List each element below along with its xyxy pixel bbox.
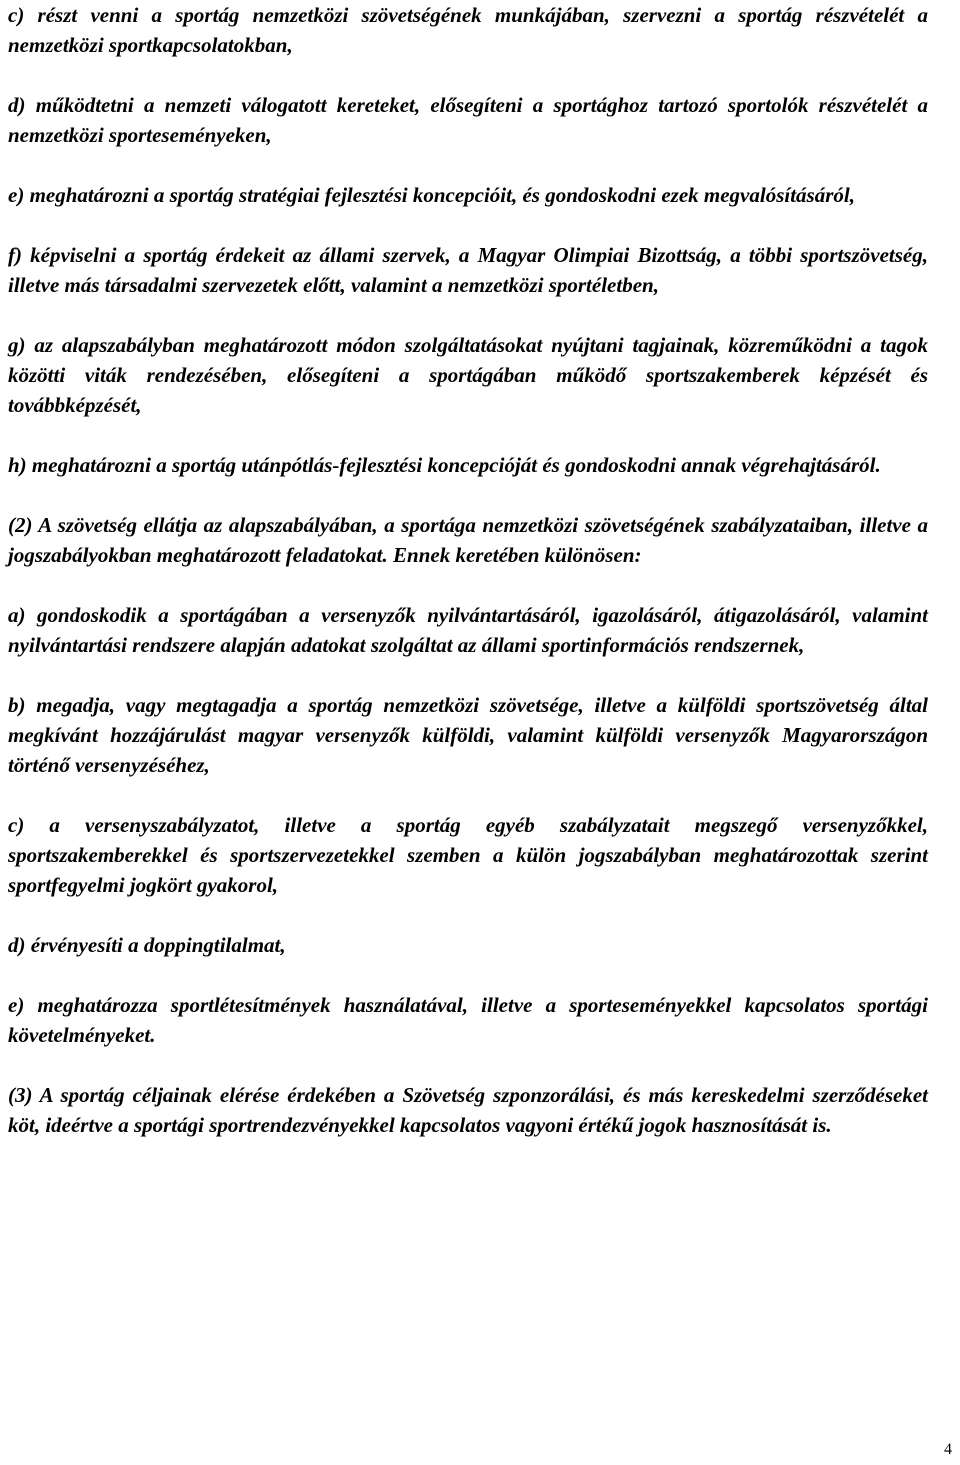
section-2-intro: (2) A szövetség ellátja az alapszabályában, a sportága nemzetközi szövetségének szabályzataiban, illetve a jogszabályokban meghatározott feladatokat. Ennek keretében különösen: bbox=[8, 513, 928, 567]
list-item-g-services: g) az alapszabályban meghatározott módon szolgáltatásokat nyújtani tagjainak, közreműködni a tagok közötti viták rendezésében, elősegíteni a sportágában működő sportszakemberek képzését és továbbképzését, bbox=[8, 333, 928, 417]
list-item-h-youth-development: h) meghatározni a sportág utánpótlás-fejlesztési koncepcióját és gondoskodni annak végrehajtásáról. bbox=[8, 453, 881, 477]
list-item-c-discipline: c) a versenyszabályzatot, illetve a sportág egyéb szabályzatait megszegő versenyzőkkel, sportszakemberekkel és sportszervezetekkel szemben a külön jogszabályban meghatározottak szerint sportfegyelmi jogkört gyakorol, bbox=[8, 813, 928, 897]
page-number: 4 bbox=[944, 1441, 952, 1458]
document-body bbox=[8, 0, 928, 1140]
list-item-c-participate-international: c) részt venni a sportág nemzetközi szövetségének munkájában, szervezni a sportág részvételét a nemzetközi sportkapcsolatokban, bbox=[8, 3, 928, 57]
list-item-b-consent: b) megadja, vagy megtagadja a sportág nemzetközi szövetsége, illetve a külföldi sportszövetség által megkívánt hozzájárulást magyar versenyzők külföldi, valamint külföldi versenyzők Magyarországon történő versenyzéséhez, bbox=[8, 693, 928, 777]
list-item-f-representation: f) képviselni a sportág érdekeit az állami szervek, a Magyar Olimpiai Bizottság, a többi sportszövetség, illetve más társadalmi szervezetek előtt, valamint a nemzetközi sportéletben, bbox=[8, 243, 928, 297]
list-item-d-doping: d) érvényesíti a doppingtilalmat, bbox=[8, 933, 286, 957]
list-item-a-registration: a) gondoskodik a sportágában a versenyzők nyilvántartásáról, igazolásáról, átigazolásáról, valamint nyilvántartási rendszere alapján adatokat szolgáltat az állami sportinformációs rendszernek, bbox=[8, 603, 928, 657]
list-item-e-strategy: e) meghatározni a sportág stratégiai fejlesztési koncepcióit, és gondoskodni ezek megvalósításáról, bbox=[8, 183, 855, 207]
list-item-d-national-teams: d) működtetni a nemzeti válogatott kereteket, elősegíteni a sportághoz tartozó sportolók részvételét a nemzetközi sporteseményeken, bbox=[8, 93, 928, 147]
list-item-e-facilities: e) meghatározza sportlétesítmények használatával, illetve a sporteseményekkel kapcsolatos sportági követelményeket. bbox=[8, 993, 928, 1047]
section-3-text: (3) A sportág céljainak elérése érdekében a Szövetség szponzorálási, és más kereskedelmi szerződéseket köt, ideértve a sportági sportrendezvényekkel kapcsolatos vagyoni értékű jogok hasznosítását is. bbox=[8, 1083, 928, 1137]
